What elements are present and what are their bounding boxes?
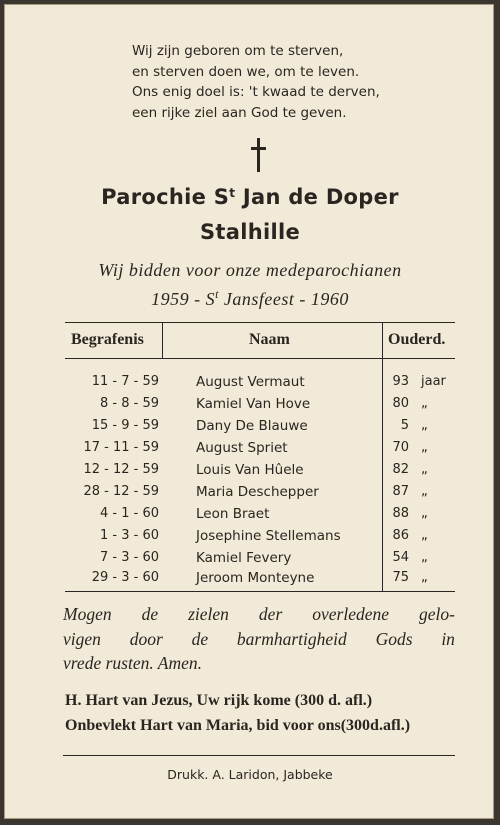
- header-date: Begrafenis: [71, 331, 144, 348]
- burial-date: 28 - 12 - 59: [83, 484, 159, 499]
- prayer: [63, 602, 455, 676]
- deceased-name: Dany De Blauwe: [196, 418, 308, 434]
- burial-date: 17 - 11 - 59: [83, 440, 159, 455]
- footer-divider: [63, 755, 455, 756]
- verse-line: Wij zijn geboren om te sterven,: [132, 43, 344, 59]
- indulgence-line: Onbevlekt Hart van Maria, bid voor ons(300d.afl.): [65, 717, 411, 734]
- age-unit: jaar: [421, 374, 446, 389]
- deceased-table: [65, 322, 455, 592]
- table-header-rule: [65, 358, 455, 359]
- age-value: 80: [392, 396, 409, 411]
- verse: [132, 41, 452, 123]
- intro-line: Wij bidden voor onze medeparochianen: [98, 260, 402, 280]
- prayer-line: Mogen de zielen der overledene gelo-: [63, 604, 455, 624]
- verse-line: en sterven doen we, om te leven.: [132, 63, 360, 80]
- header-age: Ouderd.: [388, 331, 446, 348]
- age-unit: „: [421, 418, 428, 433]
- table-row: [65, 440, 455, 462]
- age-value: 87: [392, 484, 409, 499]
- table-row: [65, 374, 455, 396]
- table-row: [65, 462, 455, 484]
- cross-icon: [249, 138, 269, 172]
- age-unit: „: [421, 462, 428, 477]
- age-value: 93: [392, 374, 409, 389]
- age-value: 86: [392, 528, 409, 543]
- verse-line: Ons enig doel is: 't kwaad te derven,: [132, 84, 380, 100]
- deceased-name: Leon Braet: [196, 506, 270, 522]
- age-unit: „: [421, 506, 428, 521]
- age-unit: „: [421, 550, 428, 565]
- verse-line: een rijke ziel aan God te geven.: [132, 104, 347, 121]
- burial-date: 8 - 8 - 59: [100, 396, 159, 411]
- prayer-line: vrede rusten. Amen.: [63, 653, 202, 673]
- table-top-rule: [65, 322, 455, 323]
- burial-date: 29 - 3 - 60: [91, 570, 159, 585]
- deceased-name: Maria Deschepper: [196, 484, 319, 500]
- age-value: 54: [392, 550, 409, 565]
- age-value: 5: [400, 418, 409, 433]
- age-unit: „: [421, 440, 428, 455]
- memorial-card: [4, 4, 494, 819]
- age-unit: „: [421, 396, 428, 411]
- age-unit: „: [421, 570, 428, 585]
- deceased-name: Jeroom Monteyne: [196, 570, 315, 586]
- burial-date: 4 - 1 - 60: [100, 506, 159, 521]
- table-row: [65, 418, 455, 440]
- table-row: [65, 528, 455, 550]
- age-value: 88: [392, 506, 409, 521]
- age-unit: „: [421, 528, 428, 543]
- header-name: Naam: [249, 331, 290, 348]
- parish-title: Parochie $S^t$ Jan de Doper: [101, 185, 399, 209]
- burial-date: 12 - 12 - 59: [83, 462, 159, 477]
- table-row: [65, 484, 455, 506]
- age-value: 82: [392, 462, 409, 477]
- burial-date: 7 - 3 - 60: [100, 550, 159, 565]
- burial-date: 1 - 3 - 60: [100, 528, 159, 543]
- deceased-name: Josephine Stellemans: [196, 528, 341, 544]
- deceased-name: Kamiel Van Hove: [196, 396, 311, 412]
- table-row: [65, 550, 455, 572]
- age-unit: „: [421, 484, 428, 499]
- age-value: 75: [392, 570, 409, 585]
- deceased-name: Kamiel Fevery: [196, 550, 292, 566]
- column-divider: [162, 322, 163, 358]
- deceased-name: Louis Van Hûele: [196, 462, 304, 478]
- table-row: [65, 506, 455, 528]
- parish-village: Stalhille: [199, 220, 301, 244]
- indulgence-line: H. Hart van Jezus, Uw rijk kome (300 d. afl.): [65, 692, 373, 709]
- prayer-line: vigen door de barmhartigheid Gods in: [63, 628, 455, 649]
- age-value: 70: [392, 440, 409, 455]
- burial-date: 11 - 7 - 59: [91, 374, 159, 389]
- printer-credit: Drukk. A. Laridon, Jabbeke: [167, 767, 333, 782]
- table-row: [65, 396, 455, 418]
- table-row: [65, 570, 455, 592]
- intro-years: $1959 - S^t$ Jansfeest - 1960: [151, 287, 349, 309]
- deceased-name: August Spriet: [196, 440, 288, 456]
- deceased-name: August Vermaut: [196, 374, 305, 390]
- burial-date: 15 - 9 - 59: [91, 418, 159, 433]
